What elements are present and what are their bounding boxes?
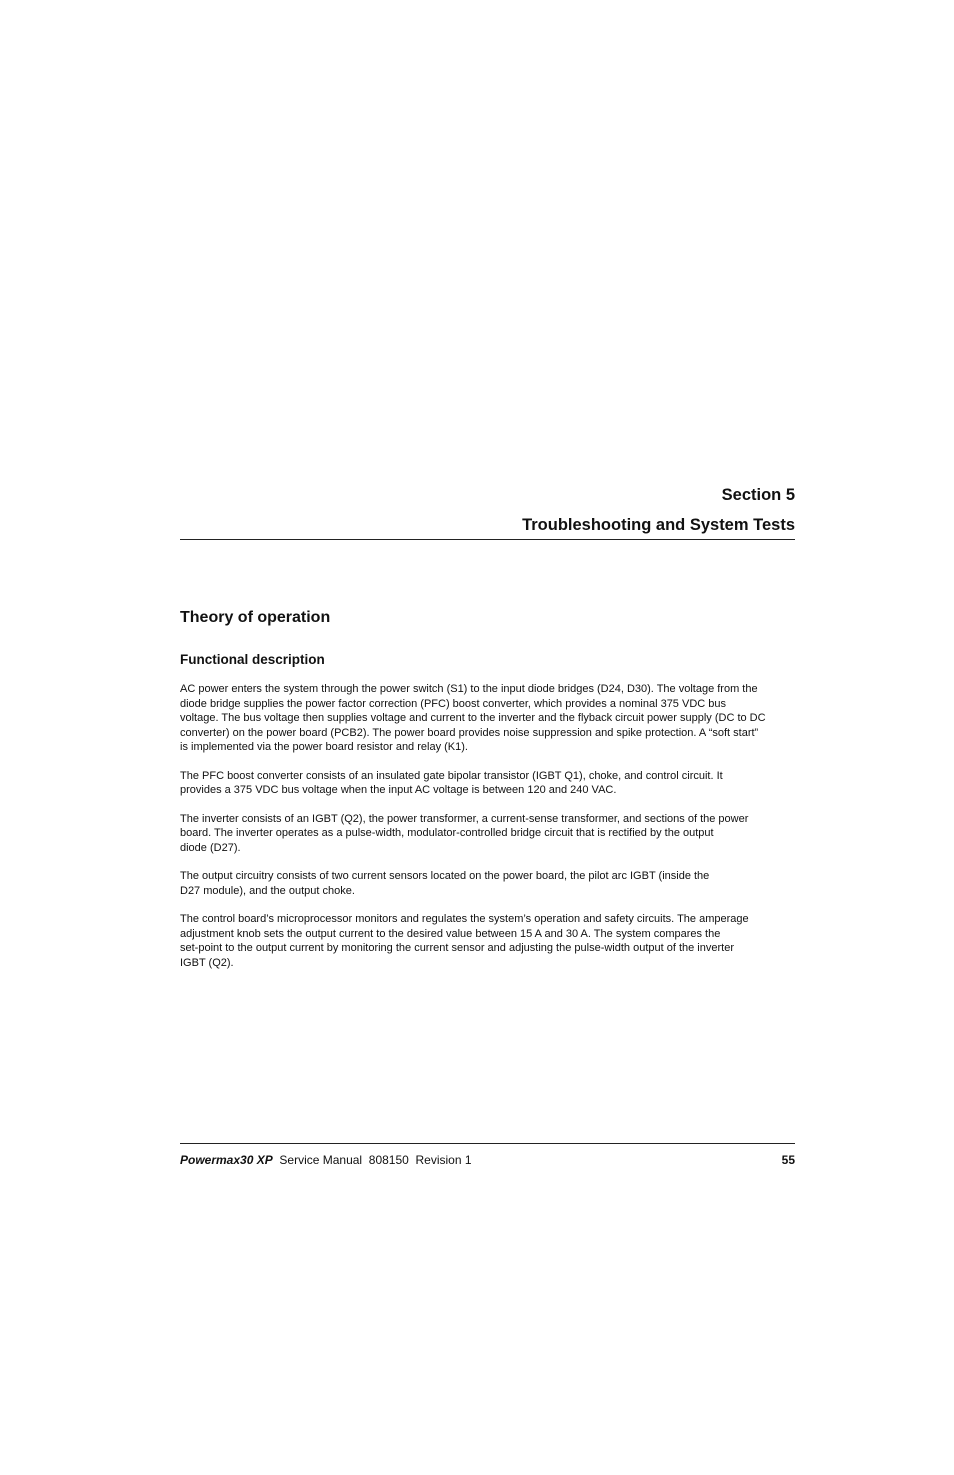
paragraph-inverter: The inverter consists of an IGBT (Q2), the power transformer, a current-sense transformer, and sections of the power board. The inverter operates as a pulse-width, modulator-controlled bridge circuit that is rectified by the output diode (D27).	[180, 812, 749, 854]
header-divider	[180, 539, 795, 540]
section-title: Troubleshooting and System Tests	[522, 516, 795, 534]
footer-manual: Service Manual	[279, 1153, 363, 1167]
paragraph-control-board: The control board’s microprocessor monitors and regulates the system’s operation and safety circuits. The amperage adjustment knob sets the output current to the desired value between 15 A and 30 A. The system compares the set-point to the output current by monitoring the current sensor and adjusting the pulse-width output of the inverter IGBT (Q2).	[180, 913, 749, 969]
page-number: 55	[781, 1153, 795, 1167]
paragraph-ac-power: AC power enters the system through the power switch (S1) to the input diode bridges (D24, D30). The voltage from the diode bridge supplies the power factor correction (PFC) boost converter, which provides a nominal 375 VDC bus voltage. The bus voltage then supplies voltage and current to the inverter and the flyback circuit power supply (DC to DC converter) on the power board (PCB2). The power board provides noise suppression and spike protection. A “soft start” is implemented via the power board resistor and relay (K1).	[180, 683, 766, 753]
page-footer	[180, 1152, 795, 1168]
section-header	[180, 484, 795, 536]
footer-divider	[180, 1143, 795, 1144]
section-number: Section 5	[721, 486, 795, 504]
paragraph-pfc-converter: The PFC boost converter consists of an insulated gate bipolar transistor (IGBT Q1), choke, and control circuit. It provides a 375 VDC bus voltage when the input AC voltage is between 120 and 240 VAC.	[180, 769, 723, 796]
footer-product: Powermax30 XP	[180, 1153, 273, 1167]
page-subheading: Functional description	[180, 652, 325, 667]
page-heading: Theory of operation	[180, 609, 331, 626]
footer-revision: Revision 1	[415, 1153, 472, 1167]
footer-part-number: 808150	[368, 1153, 409, 1167]
page-content	[180, 607, 795, 970]
paragraph-output-circuitry: The output circuitry consists of two current sensors located on the power board, the pilot arc IGBT (inside the D27 module), and the output choke.	[180, 870, 710, 897]
